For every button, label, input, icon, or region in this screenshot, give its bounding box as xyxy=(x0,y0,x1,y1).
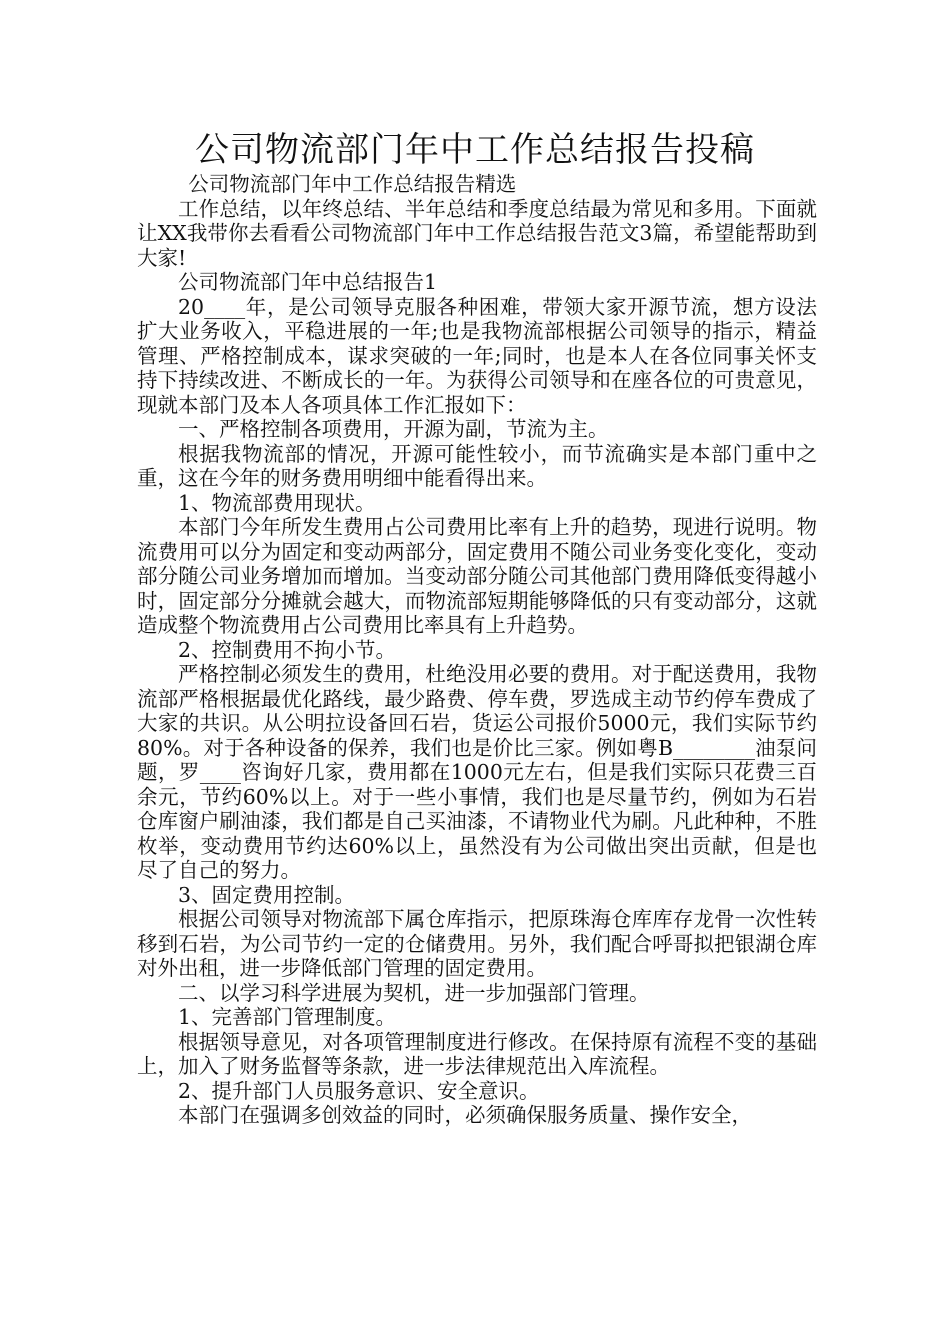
paragraph: 本部门今年所发生费用占公司费用比率有上升的趋势，现进行说明。物流费用可以分为固定和变动两部分，固定费用不随公司业务变化变化，变动部分随公司业务增加而增加。当变动部分随公司其他部门费用降低变得越小时，固定部分分摊就会越大，而物流部短期能够降低的只有变动部分，这就造成整个物流费用占公司费用比率具有上升趋势。 xyxy=(137,515,817,637)
subsection-heading-1b: 1、完善部门管理制度。 xyxy=(178,1005,397,1029)
paragraph: 根据公司领导对物流部下属仓库指示，把原珠海仓库库存龙骨一次性转移到石岩，为公司节约一定的仓储费用。另外，我们配合呼哥拟把银湖仓库对外出租，进一步降低部门管理的固定费用。 xyxy=(137,907,817,980)
section-heading-2: 二、以学习科学进展为契机，进一步加强部门管理。 xyxy=(178,980,650,1005)
section-heading-report-1: 公司物流部门年中总结报告1 xyxy=(178,270,438,294)
paragraph: 根据我物流部的情况，开源可能性较小，而节流确实是本部门重中之重，这在今年的财务费用明细中能看得出来。 xyxy=(137,441,817,490)
paragraph: 20____年，是公司领导克服各种困难，带领大家开源节流，想方设法扩大业务收入，平稳进展的一年;也是我物流部根据公司领导的指示，精益管理、严格控制成本，谋求突破的一年;同时，也是本人在各位同事关怀支持下持续改进、不断成长的一年。为获得公司领导和在座各位的可贵意见，现就本部门及本人各项具体工作汇报如下： xyxy=(137,294,817,417)
section-heading-1: 一、严格控制各项费用，开源为副，节流为主。 xyxy=(178,417,609,441)
document-subtitle: 公司物流部门年中工作总结报告精选 xyxy=(188,172,517,196)
document-body xyxy=(137,172,817,1128)
subsection-heading-3: 3、固定费用控制。 xyxy=(178,882,356,907)
paragraph: 严格控制必须发生的费用，杜绝没用必要的费用。对于配送费用，我物流部严格根据最优化路线，最少路费、停车费，罗选成主动节约停车费成了大家的共识。从公明拉设备回石岩，货运公司报价5000元，我们实际节约80%。对于各种设备的保养，我们也是价比三家。例如粤B________油泵问题，罗____咨询好几家，费用都在1000元左右，但是我们实际只花费三百余元，节约60%以上。对于一些小事情，我们也是尽量节约，例如为石岩仓库窗户刷油漆，我们都是自己买油漆，不请物业代为刷。凡此种种，不胜枚举，变动费用节约达60%以上，虽然没有为公司做出突出贡献，但是也尽了自己的努力。 xyxy=(137,662,817,882)
subsection-heading-2b: 2、提升部门人员服务意识、安全意识。 xyxy=(178,1078,540,1103)
paragraph: 本部门在强调多创效益的同时，必须确保服务质量、操作安全， xyxy=(178,1103,752,1127)
subsection-heading-1: 1、物流部费用现状。 xyxy=(178,490,376,515)
paragraph: 根据领导意见，对各项管理制度进行修改。在保持原有流程不变的基础上，加入了财务监督等条款，进一步法律规范出入库流程。 xyxy=(137,1029,817,1078)
document-title: 公司物流部门年中工作总结报告投稿 xyxy=(195,130,755,170)
subsection-heading-2: 2、控制费用不拘小节。 xyxy=(178,637,397,662)
paragraph-intro: 工作总结，以年终总结、半年总结和季度总结最为常见和多用。下面就让XX我带你去看看公司物流部门年中工作总结报告范文3篇，希望能帮助到大家! xyxy=(137,196,817,270)
